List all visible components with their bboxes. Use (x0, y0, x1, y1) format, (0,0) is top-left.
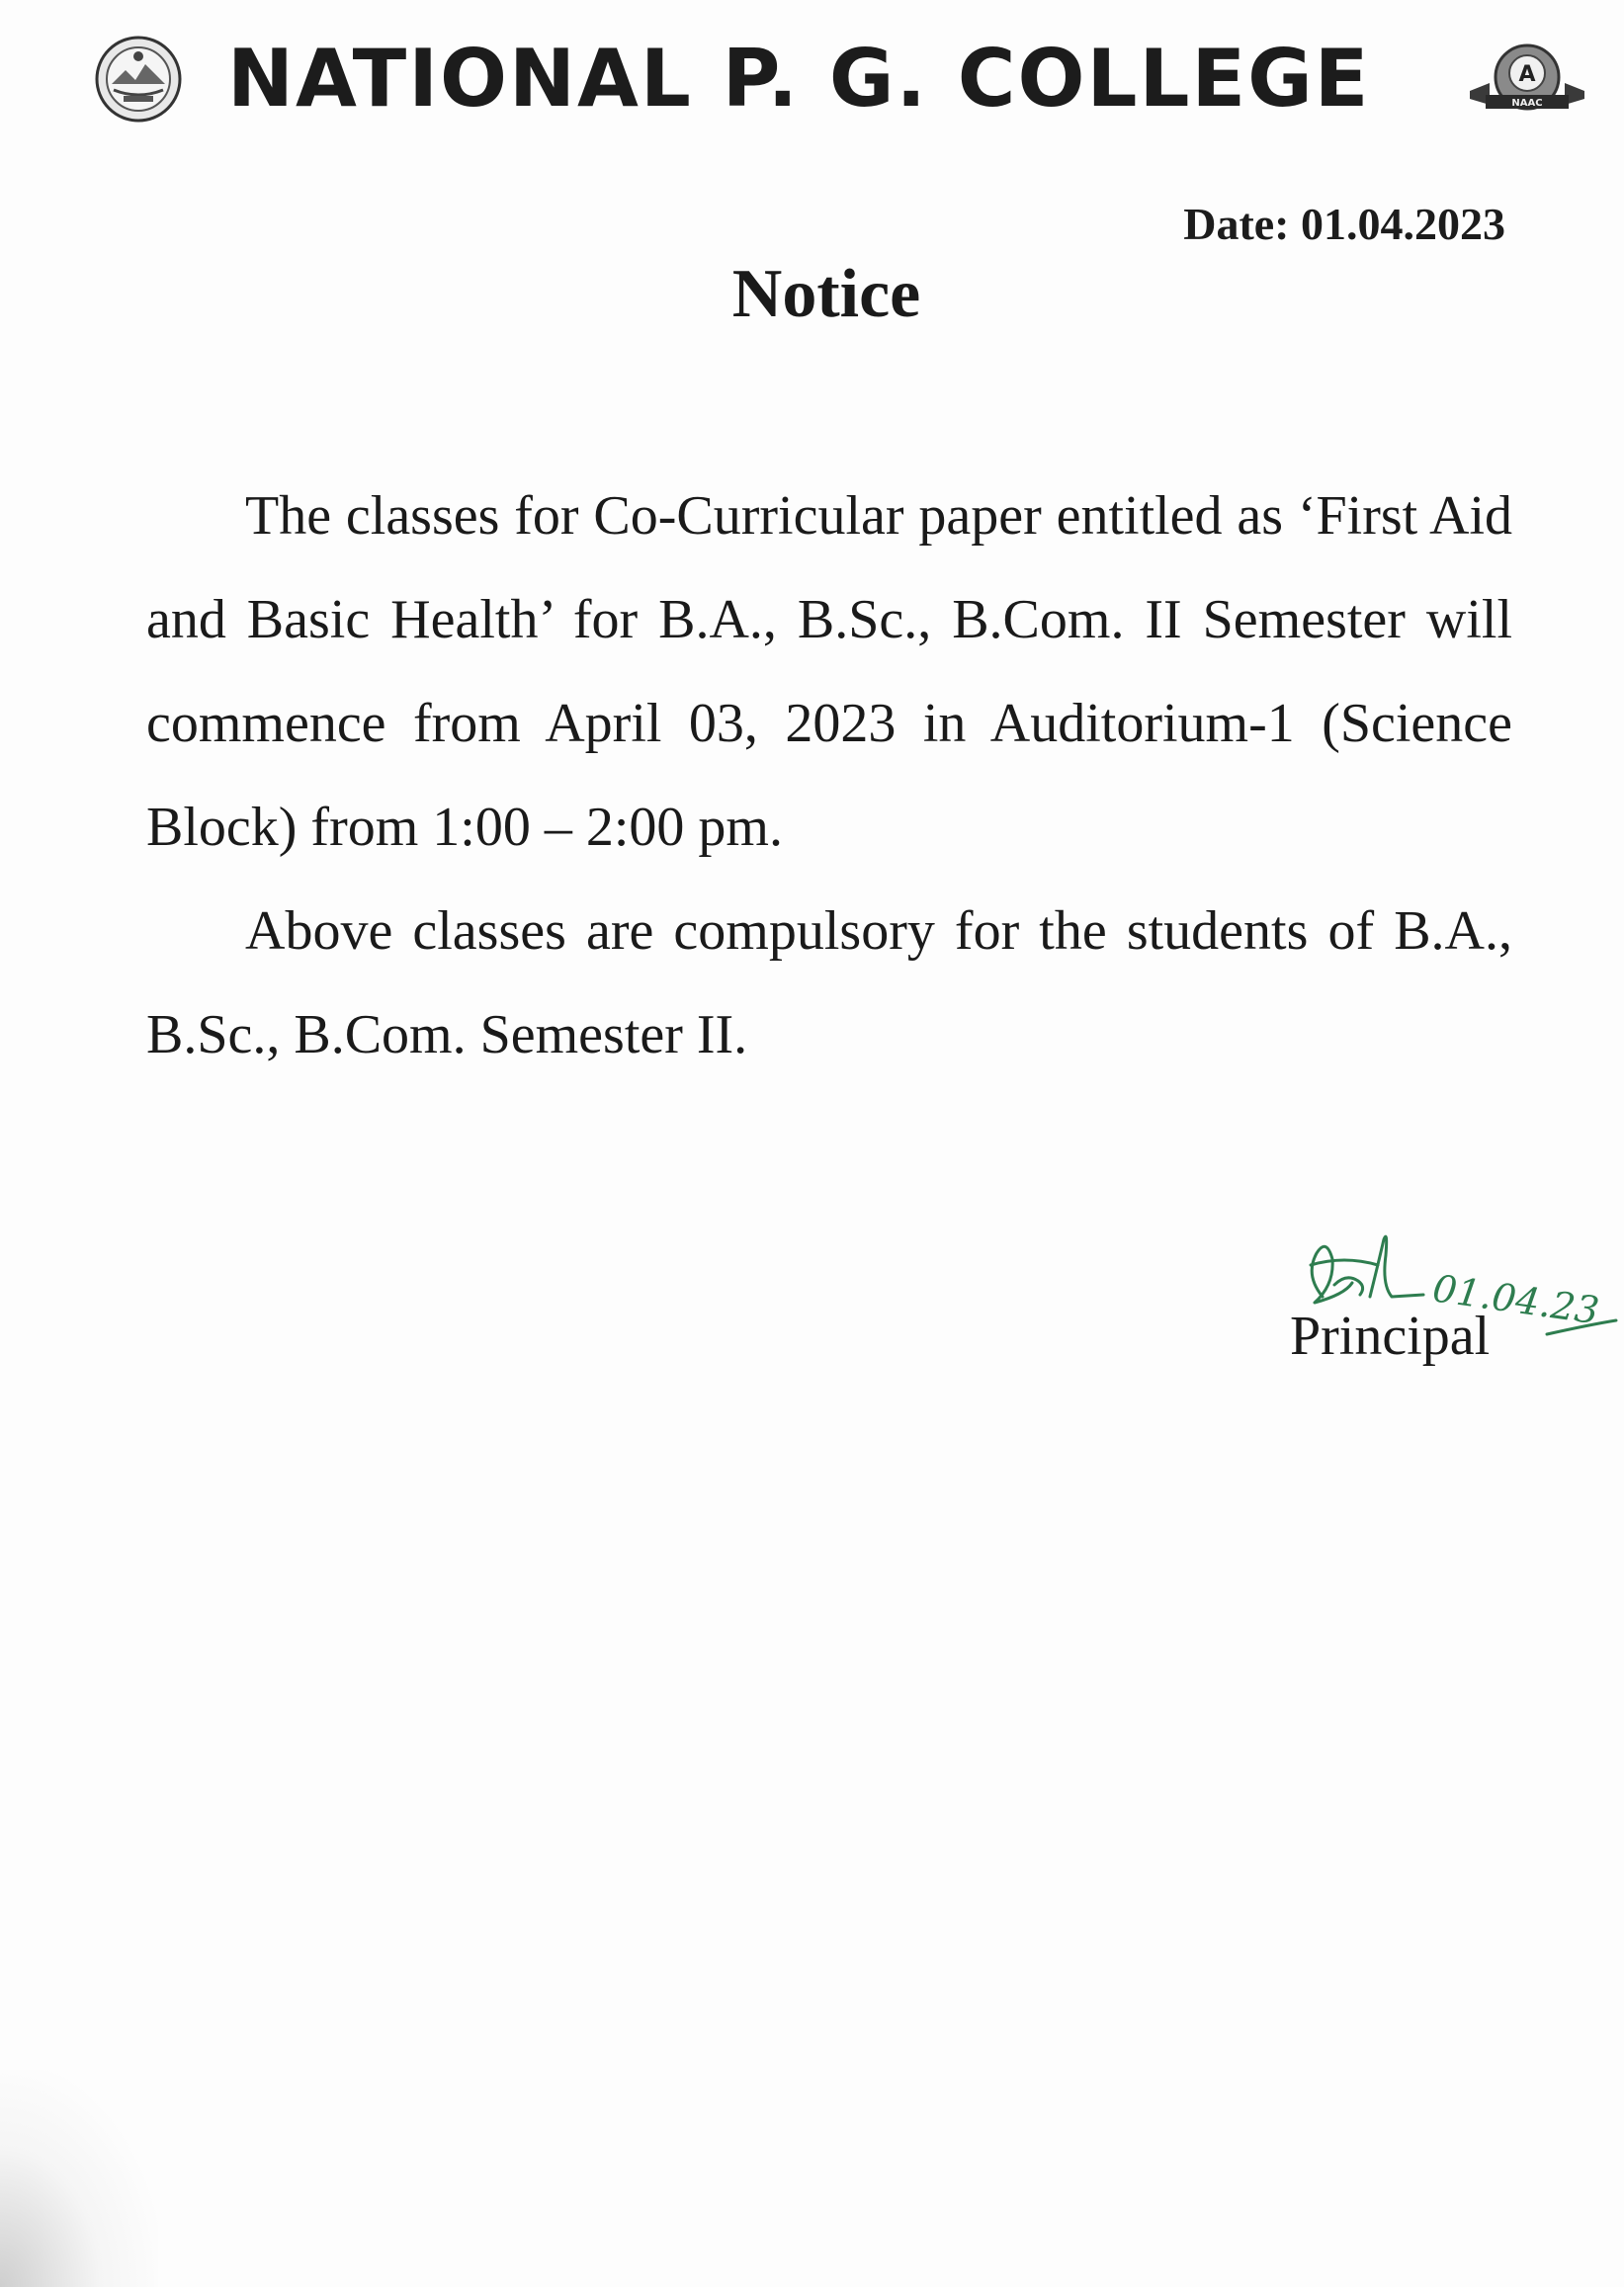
signatory-title: Principal (1290, 1306, 1491, 1367)
notice-body (146, 465, 1512, 1087)
notice-paragraph-2: Above classes are compulsory for the students of B.A., B.Sc., B.Com. Semester II. (146, 900, 1512, 1065)
notice-paragraph-1: The classes for Co-Curricular paper entitled as ‘First Aid and Basic Health’ for B.A., B.Sc., B.Com. II Semester will commence from April 03, 2023 in Auditorium-1 (Science Block) from 1:00 – 2:00 pm. (146, 485, 1512, 858)
notice-title: Notice (731, 256, 921, 332)
badge-text: NAAC (1511, 98, 1543, 109)
college-name: NATIONAL P. G. COLLEGE (227, 33, 1371, 125)
badge-grade: A (1518, 62, 1536, 87)
paper-shadow (0, 2070, 158, 2287)
naac-a-grade-badge-icon (1468, 40, 1586, 124)
handwritten-date: 01.04.23 (1429, 1266, 1602, 1333)
letterhead (94, 30, 1586, 138)
notice-date: Date: 01.04.2023 (1183, 199, 1505, 249)
signature-block (1275, 1226, 1624, 1394)
college-emblem-icon (94, 35, 183, 124)
